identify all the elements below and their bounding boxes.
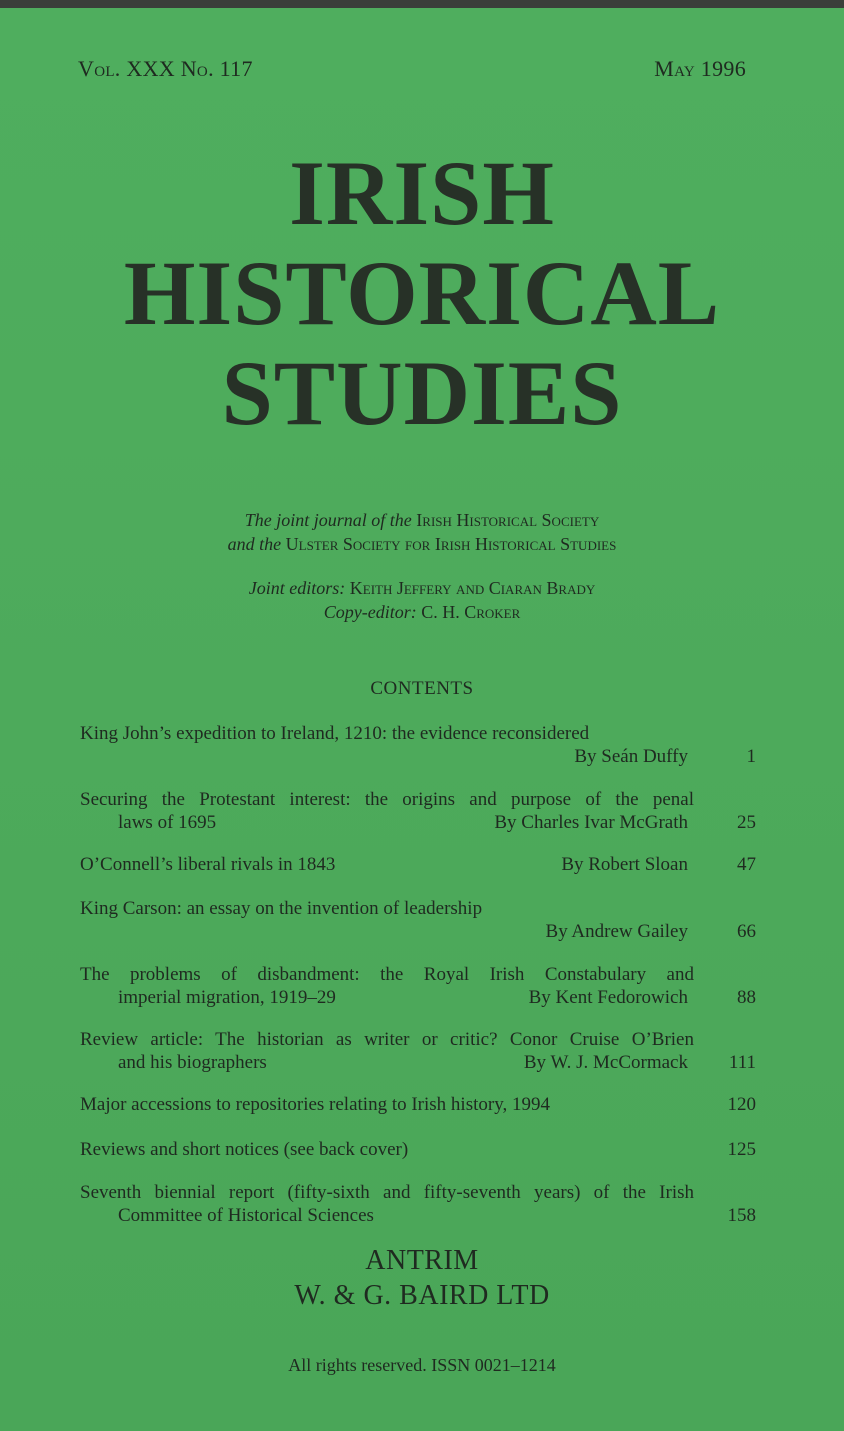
contents-entry xyxy=(80,1093,756,1116)
publisher-name: W. & G. BAIRD LTD xyxy=(294,1280,550,1311)
journal-description-line-2 xyxy=(0,532,844,556)
entry-author: By Andrew Gailey xyxy=(545,921,688,942)
entry-byline-row xyxy=(80,745,756,768)
entry-title: Securing the Protestant interest: the origins and purpose of the penal xyxy=(80,789,694,810)
editors-names: Keith Jeffery and Ciaran Brady xyxy=(349,578,596,598)
contents-entry xyxy=(80,722,756,768)
entry-title: Major accessions to repositories relating to Irish history, 1994 xyxy=(80,1094,550,1115)
entry-author: By Robert Sloan xyxy=(561,854,688,875)
rights-issn: All rights reserved. ISSN 0021–1214 xyxy=(288,1355,556,1375)
entry-page: 1 xyxy=(746,746,756,767)
entry-title-row xyxy=(80,1138,756,1161)
entry-title: Seventh biennial report (fifty-sixth and fifty-seventh years) of the Irish xyxy=(80,1182,694,1203)
entry-page: 47 xyxy=(737,854,756,875)
copy-editor-label: Copy-editor: xyxy=(323,602,417,622)
title-line-2: HISTORICAL xyxy=(123,242,721,344)
contents-entry xyxy=(80,1028,756,1074)
entry-author: By Seán Duffy xyxy=(574,746,688,767)
entry-byline-row xyxy=(80,811,756,834)
entry-page: 25 xyxy=(737,812,756,833)
contents-heading: CONTENTS xyxy=(370,678,474,699)
society-1: Irish Historical Society xyxy=(416,510,600,530)
entry-title: O’Connell’s liberal rivals in 1843 xyxy=(80,854,336,875)
contents-entry xyxy=(80,853,756,876)
entry-title: The problems of disbandment: the Royal Irish Constabulary and xyxy=(80,964,694,985)
entry-page: 120 xyxy=(727,1094,756,1115)
entry-author: By W. J. McCormack xyxy=(523,1052,688,1073)
entry-title: King Carson: an essay on the invention of leadership xyxy=(80,898,483,919)
entry-page: 66 xyxy=(737,921,756,942)
entry-title-cont: Committee of Historical Sciences xyxy=(118,1205,374,1226)
joint-prefix: The joint journal of the xyxy=(244,510,412,530)
entry-title-row xyxy=(80,1093,756,1116)
entry-byline-row xyxy=(80,1051,756,1074)
contents-entry xyxy=(80,1138,756,1161)
society-2: Ulster Society for Irish Historical Studies xyxy=(285,534,617,554)
issue-date: May 1996 xyxy=(654,56,746,81)
contents-entry xyxy=(80,897,756,943)
entry-title-cont: and his biographers xyxy=(118,1052,267,1073)
and-the: and the xyxy=(227,534,282,554)
entry-author: By Charles Ivar McGrath xyxy=(494,812,688,833)
cover-top-edge xyxy=(0,0,844,8)
entry-byline-row xyxy=(80,1204,756,1227)
contents-entry xyxy=(80,788,756,834)
contents-entry xyxy=(80,963,756,1009)
entry-title: King John’s expedition to Ireland, 1210: the evidence reconsidered xyxy=(80,723,590,744)
copy-editor xyxy=(0,600,844,624)
contents-entry xyxy=(80,1181,756,1227)
entry-title-cont: laws of 1695 xyxy=(118,812,217,833)
editors-label: Joint editors: xyxy=(248,578,346,598)
journal-description-line-1 xyxy=(0,508,844,532)
entry-byline-row xyxy=(80,920,756,943)
entry-byline-row xyxy=(80,853,756,876)
entry-author: By Kent Fedorowich xyxy=(528,987,688,1008)
publisher-place: ANTRIM xyxy=(365,1245,479,1276)
joint-editors xyxy=(0,576,844,600)
entry-page: 88 xyxy=(737,987,756,1008)
entry-page: 111 xyxy=(728,1052,756,1073)
entry-title: Review article: The historian as writer or critic? Conor Cruise O’Brien xyxy=(80,1029,694,1050)
volume-number: Vol. XXX No. 117 xyxy=(78,56,253,81)
copy-editor-name: C. H. Croker xyxy=(421,602,521,622)
entry-page: 125 xyxy=(727,1139,756,1160)
entry-page: 158 xyxy=(727,1205,756,1226)
entry-byline-row xyxy=(80,986,756,1009)
title-line-3: STUDIES xyxy=(221,342,623,444)
entry-title-cont: imperial migration, 1919–29 xyxy=(118,987,336,1008)
title-line-1: IRISH xyxy=(289,142,555,244)
entry-title: Reviews and short notices (see back cover) xyxy=(80,1139,409,1160)
